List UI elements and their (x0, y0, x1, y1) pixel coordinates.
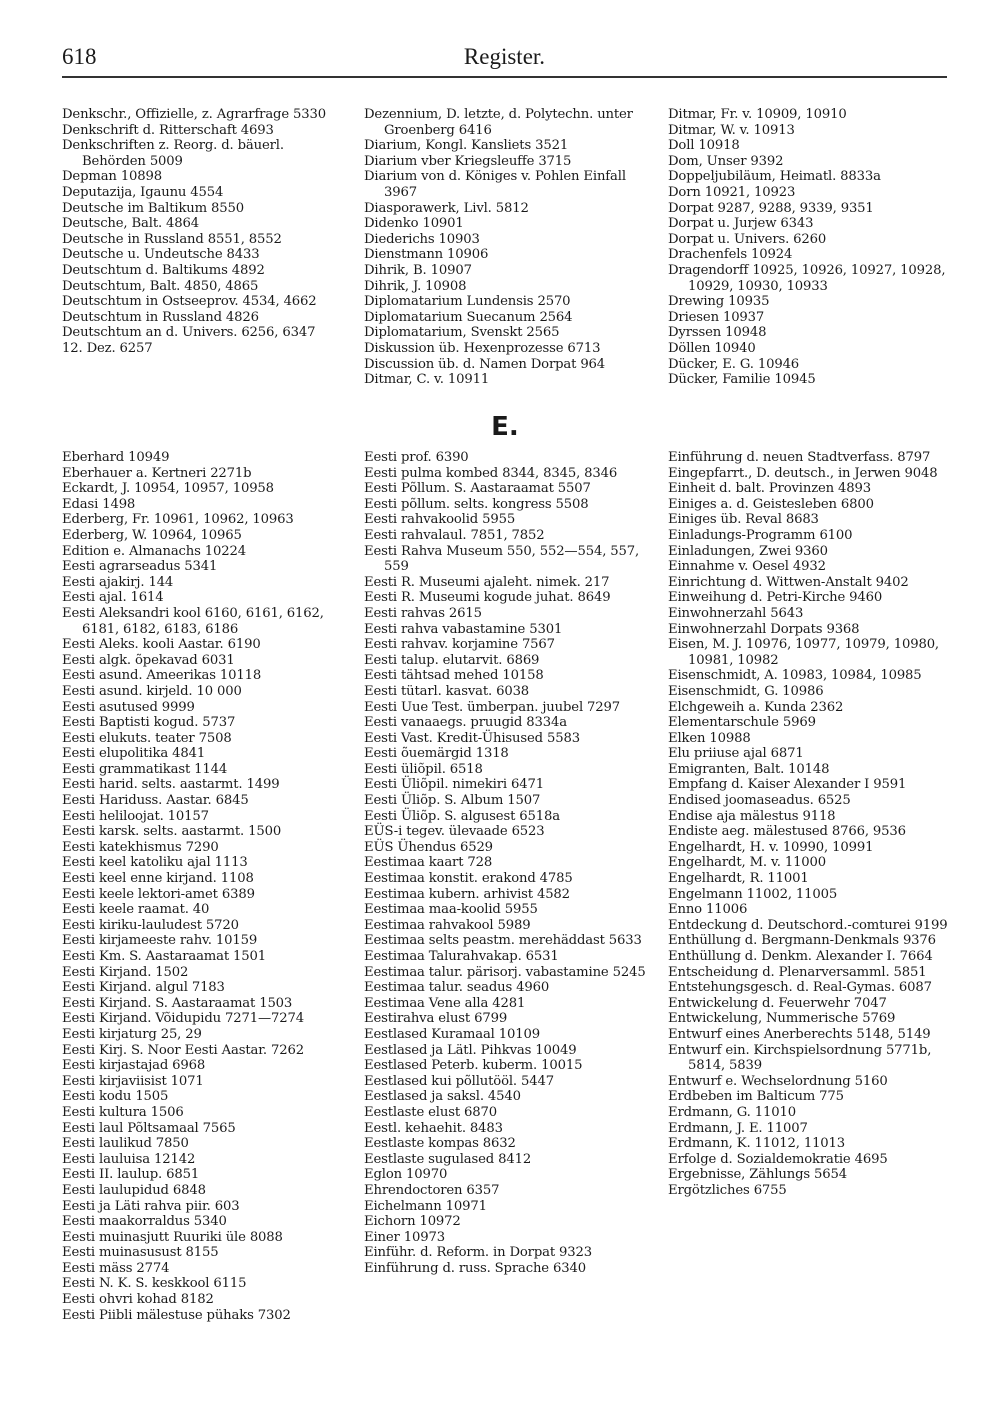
index-entry: Eestimaa Talurahvakap. 6531 (364, 949, 559, 964)
index-entry: Eesti asutused 9999 (62, 699, 195, 715)
index-entry: Erfolge d. Sozialdemokratie 4695 (668, 1151, 888, 1167)
index-entry: Elu priiuse ajal 6871 (668, 746, 804, 762)
index-entry: Emigranten, Balt. 10148 (668, 761, 830, 777)
index-entry: Eesti elukuts. teater 7508 (62, 730, 232, 746)
index-entry: Eestimaa konstit. erakond 4785 (364, 871, 573, 887)
index-entry: Eesti lauluisa 12142 (62, 1151, 196, 1167)
index-entry: Dihrik, B. 10907 (364, 262, 472, 278)
index-entry: Ditmar, Fr. v. 10909, 10910 (668, 107, 847, 122)
index-entry: Diplomatarium Lundensis 2570 (364, 294, 571, 310)
index-column-bottom-3 (668, 450, 950, 1199)
index-entry: Entstehungsgesch. d. Real-Gymas. 6087 (668, 980, 932, 996)
index-entry: Erdmann, K. 11012, 11013 (668, 1136, 846, 1152)
index-entry: Eestlaste kompas 8632 (364, 1136, 516, 1152)
index-entry: Edasi 1498 (62, 496, 136, 512)
index-entry: Deutschtum in Russland 4826 (62, 309, 259, 325)
index-entry: Eesti grammatikast 1144 (62, 761, 228, 777)
index-entry: Eckardt, J. 10954, 10957, 10958 (62, 481, 274, 497)
index-entry: Einwohnerzahl Dorpats 9368 (668, 621, 860, 637)
index-entry: Eesti laulikud 7850 (62, 1136, 189, 1152)
index-entry: Enthüllung d. Bergmann-Denkmals 9376 (668, 933, 936, 949)
index-entry: Eisen, M. J. 10976, 10977, 10979, 10980, 10981, 10982 (668, 637, 939, 668)
index-entry: Eestlased ja saksl. 4540 (364, 1089, 521, 1105)
index-entry: Eesti Vast. Kredit-Ühisused 5583 (364, 730, 580, 746)
index-entry: Eesti tütarl. kasvat. 6038 (364, 683, 530, 699)
index-entry: Eesti pulma kombed 8344, 8345, 8346 (364, 465, 618, 481)
index-entry: Eesti II. laulup. 6851 (62, 1167, 200, 1183)
index-entry: Diasporawerk, Livl. 5812 (364, 200, 529, 216)
index-entry: Entdeckung d. Deutschord.-comturei 9199 (668, 917, 948, 933)
index-entry: Eesti talup. elutarvit. 6869 (364, 652, 540, 668)
index-entry: Eestimaa talur. seadus 4960 (364, 980, 550, 996)
index-entry: Eesti rahva vabastamine 5301 (364, 621, 563, 637)
index-entry: Eesti Km. S. Aastaraamat 1501 (62, 949, 267, 964)
index-entry: Dorpat u. Jurjew 6343 (668, 216, 814, 232)
index-entry: Dorpat u. Univers. 6260 (668, 231, 827, 247)
index-entry: Dücker, E. G. 10946 (668, 356, 800, 372)
index-entry: Engelhardt, H. v. 10990, 10991 (668, 839, 874, 855)
index-entry: Einiges a. d. Geistesleben 6800 (668, 496, 874, 512)
index-entry: Eesti laulupidud 6848 (62, 1182, 206, 1198)
index-entry: Eesti elupolitika 4841 (62, 746, 206, 762)
index-entry: Entwickelung d. Feuerwehr 7047 (668, 995, 887, 1011)
index-entry: Dom, Unser 9392 (668, 153, 784, 169)
index-entry: Eestlased Kuramaal 10109 (364, 1026, 540, 1042)
index-entry: Eesti Põllum. S. Aastaraamat 5507 (364, 481, 591, 497)
index-entry: Depman 10898 (62, 169, 163, 185)
index-entry: Doll 10918 (668, 138, 740, 154)
index-entry: Enthüllung d. Denkm. Alexander I. 7664 (668, 949, 933, 964)
index-entry: Einwohnerzahl 5643 (668, 605, 804, 621)
index-entry: Eesti keele lektori-amet 6389 (62, 886, 255, 902)
index-entry: Eesti Üliõpil. nimekiri 6471 (364, 777, 544, 793)
index-entry: Deputazija, Igaunu 4554 (62, 184, 224, 200)
index-entry: Eesti rahvas 2615 (364, 605, 482, 621)
index-column-bottom-1 (62, 450, 344, 1323)
index-entry: Eesti rahvalaul. 7851, 7852 (364, 527, 545, 543)
index-entry: Einführ. d. Reform. in Dorpat 9323 (364, 1245, 592, 1261)
index-entry: Einnahme v. Oesel 4932 (668, 559, 826, 575)
page-header (62, 44, 947, 80)
index-entry: Eestimaa rahvakool 5989 (364, 917, 531, 933)
index-entry: Einführung d. russ. Sprache 6340 (364, 1260, 586, 1276)
index-entry: Ehrendoctoren 6357 (364, 1182, 500, 1198)
index-entry: Eingepfarrt., D. deutsch., in Jerwen 9048 (668, 465, 938, 481)
index-entry: Einer 10973 (364, 1229, 445, 1245)
index-entry: Eesti asund. kirjeld. 10 000 (62, 683, 242, 699)
page-number: 618 (62, 44, 97, 69)
index-entry: Döllen 10940 (668, 340, 756, 356)
index-entry: Eberhauer a. Kertneri 2271b (62, 465, 252, 481)
index-entry: Endise aja mälestus 9118 (668, 808, 836, 824)
index-entry: Einladungen, Zwei 9360 (668, 543, 828, 559)
index-entry: Diarium von d. Königes v. Pohlen Einfall 3967 (364, 169, 626, 200)
index-entry: Dorn 10921, 10923 (668, 184, 796, 200)
index-entry: Eesti harid. selts. aastarmt. 1499 (62, 777, 280, 793)
index-entry: Eesti Hariduss. Aastar. 6845 (62, 793, 249, 809)
index-entry: Eestimaa maa-koolid 5955 (364, 902, 538, 918)
index-entry: Driesen 10937 (668, 309, 765, 325)
index-entry: Ederberg, Fr. 10961, 10962, 10963 (62, 512, 294, 528)
index-entry: Deutsche, Balt. 4864 (62, 216, 200, 232)
index-entry: Eesti keel enne kirjand. 1108 (62, 871, 254, 887)
running-title: Register. (463, 44, 546, 69)
index-entry: Eesti õuemärgid 1318 (364, 746, 509, 762)
index-entry: Eesti kiriku-lauludest 5720 (62, 917, 239, 933)
index-entry: Eesti kirjameeste rahv. 10159 (62, 933, 258, 949)
index-entry: Eesti muinasusust 8155 (62, 1245, 219, 1261)
index-entry: Eestl. kehaehit. 8483 (364, 1120, 503, 1136)
index-entry: Einladungs-Programm 6100 (668, 527, 853, 543)
index-entry: Diplomatarium, Svenskt 2565 (364, 325, 560, 341)
index-column-top-2 (364, 107, 646, 388)
index-entry: Diskussion üb. Hexenprozesse 6713 (364, 340, 601, 356)
index-entry: Eesti ajakirj. 144 (62, 574, 174, 590)
index-entry: Endiste aeg. mälestused 8766, 9536 (668, 824, 906, 840)
index-entry: Dihrik, J. 10908 (364, 278, 467, 294)
index-entry: Eestlased kui põllutööl. 5447 (364, 1073, 554, 1089)
index-entry: Dragendorff 10925, 10926, 10927, 10928, 10929, 10930, 10933 (668, 262, 946, 294)
index-entry: Eestimaa selts peastm. merehäddast 5633 (364, 933, 642, 949)
index-entry: Eesti R. Museumi kogude juhat. 8649 (364, 590, 611, 606)
index-entry: Engelhardt, R. 11001 (668, 871, 809, 887)
index-entry: Engelhardt, M. v. 11000 (668, 855, 827, 871)
index-entry: Eesti ajal. 1614 (62, 590, 164, 606)
index-entry: Eisenschmidt, G. 10986 (668, 683, 824, 699)
index-entry: EÜS Ühendus 6529 (364, 839, 493, 855)
index-entry: Eesti vanaaegs. pruugid 8334a (364, 715, 567, 731)
index-entry: Eesti R. Museumi ajaleht. nimek. 217 (364, 574, 610, 590)
index-entry: Eesti agrarseadus 5341 (62, 559, 218, 575)
index-entry: Eestimaa talur. pärisorj. vabastamine 5245 (364, 964, 646, 980)
index-entry: Deutschtum in Ostseeprov. 4534, 4662 (62, 294, 317, 310)
index-entry: Eesti laul Põltsamaal 7565 (62, 1120, 236, 1136)
index-entry: Eesti algk. õpekavad 6031 (62, 652, 235, 668)
index-entry: Deutsche im Baltikum 8550 (62, 200, 245, 216)
index-entry: Entwurf e. Wechselordnung 5160 (668, 1073, 888, 1089)
index-entry: Eesti rahvakoolid 5955 (364, 512, 516, 528)
index-entry: Ditmar, C. v. 10911 (364, 372, 490, 388)
index-entry: Eesti Baptisti kogud. 5737 (62, 715, 236, 731)
index-entry: Deutschtum an d. Univers. 6256, 6347 (62, 325, 316, 341)
section-letter-heading: E. (491, 412, 519, 442)
index-column-top-1 (62, 107, 344, 357)
index-entry: Eestlaste sugulased 8412 (364, 1151, 532, 1167)
index-entry: Eesti Uue Test. ümberpan. juubel 7297 (364, 699, 621, 715)
index-entry: Entwurf ein. Kirchspielsordnung 5771b, 5814, 5839 (668, 1042, 932, 1074)
index-entry: Enno 11006 (668, 902, 748, 918)
index-entry: Discussion üb. d. Namen Dorpat 964 (364, 356, 606, 372)
index-entry: Eesti Aleksandri kool 6160, 6161, 6162, 6181, 6182, 6183, 6186 (62, 605, 324, 637)
index-entry: Eestlaste elust 6870 (364, 1104, 497, 1120)
index-entry: Denkschriften z. Reorg. d. bäuerl. Behörden 5009 (62, 138, 284, 169)
index-entry: Eesti asund. Ameerikas 10118 (62, 668, 262, 684)
index-entry: Erdmann, J. E. 11007 (668, 1120, 808, 1136)
index-entry: Eichorn 10972 (364, 1214, 461, 1230)
index-entry: Eestirahva elust 6799 (364, 1011, 508, 1027)
index-entry: Diarium, Kongl. Kansliets 3521 (364, 138, 569, 154)
header-rule (62, 76, 947, 78)
index-entry: Eesti põllum. selts. kongress 5508 (364, 496, 589, 512)
index-entry: Endised joomaseadus. 6525 (668, 793, 851, 809)
index-entry: Eesti karsk. selts. aastarmt. 1500 (62, 824, 282, 840)
index-entry: Eesti heliloojat. 10157 (62, 808, 209, 824)
index-entry: Eglon 10970 (364, 1167, 448, 1183)
index-entry: Erdbeben im Balticum 775 (668, 1089, 844, 1105)
index-entry: Doppeljubiläum, Heimatl. 8833a (668, 169, 881, 185)
index-entry: Eesti rahvav. korjamine 7567 (364, 637, 555, 653)
index-entry: Eesti mäss 2774 (62, 1260, 170, 1276)
index-entry: Diplomatarium Suecanum 2564 (364, 309, 573, 325)
index-entry: Eberhard 10949 (62, 450, 170, 465)
index-entry: Drachenfels 10924 (668, 247, 793, 263)
index-entry: Diederichs 10903 (364, 231, 480, 247)
index-entry: Ergötzliches 6755 (668, 1182, 787, 1198)
index-entry: Ditmar, W. v. 10913 (668, 122, 795, 138)
index-entry: Eestimaa kubern. arhivist 4582 (364, 886, 570, 902)
index-entry: Eesti Üliõp. S. Album 1507 (364, 793, 541, 809)
index-entry: Dücker, Familie 10945 (668, 372, 816, 388)
index-entry: Eesti kultura 1506 (62, 1104, 184, 1120)
index-entry: Eesti Piibli mälestuse pühaks 7302 (62, 1307, 291, 1323)
index-entry: Eesti kodu 1505 (62, 1089, 169, 1105)
index-entry: Einrichtung d. Wittwen-Anstalt 9402 (668, 574, 909, 590)
index-entry: Entscheidung d. Plenarversamml. 5851 (668, 964, 927, 980)
index-entry: Deutsche u. Undeutsche 8433 (62, 247, 260, 263)
index-entry: Eesti Üliõp. S. algusest 6518a (364, 808, 560, 824)
index-entry: Didenko 10901 (364, 216, 464, 232)
index-entry: 12. Dez. 6257 (62, 340, 153, 356)
index-entry: Eesti Rahva Museum 550, 552—554, 557, 559 (364, 543, 640, 575)
index-entry: Denkschrift d. Ritterschaft 4693 (62, 122, 274, 138)
index-entry: Entwickelung, Nummerische 5769 (668, 1011, 896, 1027)
index-entry: Eesti maakorraldus 5340 (62, 1214, 227, 1230)
index-entry: Dienstmann 10906 (364, 247, 489, 263)
index-entry: Elchgeweih a. Kunda 2362 (668, 699, 844, 715)
index-entry: Engelmann 11002, 11005 (668, 886, 838, 902)
index-entry: Diarium vber Kriegsleuffe 3715 (364, 153, 572, 169)
index-entry: Ederberg, W. 10964, 10965 (62, 527, 242, 543)
index-entry: Ergebnisse, Zählungs 5654 (668, 1167, 847, 1183)
index-entry: Eesti tähtsad mehed 10158 (364, 668, 544, 684)
index-entry: Eesti N. K. S. keskkool 6115 (62, 1276, 247, 1292)
index-entry: Erdmann, G. 11010 (668, 1104, 796, 1120)
index-entry: Einheit d. balt. Provinzen 4893 (668, 481, 872, 497)
index-entry: Eesti kirjaviisist 1071 (62, 1073, 204, 1089)
index-entry: Eesti prof. 6390 (364, 450, 469, 465)
index-column-top-3 (668, 107, 950, 388)
index-entry: Elken 10988 (668, 730, 751, 746)
index-entry: Entwurf eines Anerberechts 5148, 5149 (668, 1026, 931, 1042)
index-entry: Eesti keele raamat. 40 (62, 902, 210, 918)
index-entry: Dorpat 9287, 9288, 9339, 9351 (668, 200, 874, 216)
index-entry: Eestlased Peterb. kuberm. 10015 (364, 1058, 583, 1074)
index-column-bottom-2 (364, 450, 646, 1276)
index-entry: Edition e. Almanachs 10224 (62, 543, 246, 559)
index-entry: Dyrssen 10948 (668, 325, 767, 341)
index-entry: Eisenschmidt, A. 10983, 10984, 10985 (668, 668, 922, 684)
index-entry: Eesti ohvri kohad 8182 (62, 1292, 214, 1308)
index-entry: Eestimaa kaart 728 (364, 855, 493, 871)
index-entry: Eesti Kirjand. Võidupidu 7271—7274 (62, 1011, 304, 1027)
index-entry: EÜS-i tegev. ülevaade 6523 (364, 824, 545, 840)
index-entry: Eesti kirjaturg 25, 29 (62, 1026, 202, 1042)
index-entry: Deutschtum, Balt. 4850, 4865 (62, 278, 259, 294)
index-entry: Dezennium, D. letzte, d. Polytechn. unter Groenberg 6416 (364, 107, 633, 138)
index-entry: Eesti katekhismus 7290 (62, 839, 219, 855)
index-entry: Eestlased ja Lätl. Pihkvas 10049 (364, 1042, 577, 1058)
index-entry: Eesti kirjastajad 6968 (62, 1058, 206, 1074)
index-entry: Eesti Kirjand. 1502 (62, 964, 189, 980)
index-entry: Elementarschule 5969 (668, 715, 816, 731)
index-entry: Denkschr., Offizielle, z. Agrarfrage 5330 (62, 107, 326, 122)
index-entry: Eesti ja Läti rahva piir. 603 (62, 1198, 240, 1214)
index-entry: Eesti Aleks. kooli Aastar. 6190 (62, 637, 261, 653)
index-entry: Eesti Kirjand. algul 7183 (62, 980, 225, 996)
index-entry: Eesti keel katoliku ajal 1113 (62, 855, 248, 871)
index-entry: Eesti muinasjutt Ruuriki üle 8088 (62, 1229, 283, 1245)
index-entry: Empfang d. Kaiser Alexander I 9591 (668, 777, 907, 793)
index-entry: Deutschtum d. Baltikums 4892 (62, 262, 265, 278)
index-entry: Eesti Kirjand. S. Aastaraamat 1503 (62, 995, 293, 1011)
index-entry: Eesti üliõpil. 6518 (364, 761, 483, 777)
index-entry: Einiges üb. Reval 8683 (668, 512, 819, 528)
index-entry: Eichelmann 10971 (364, 1198, 487, 1214)
index-entry: Eesti Kirj. S. Noor Eesti Aastar. 7262 (62, 1042, 304, 1058)
index-entry: Drewing 10935 (668, 294, 770, 310)
index-entry: Eestimaa Vene alla 4281 (364, 995, 526, 1011)
index-entry: Einführung d. neuen Stadtverfass. 8797 (668, 450, 931, 465)
index-entry: Deutsche in Russland 8551, 8552 (62, 231, 282, 247)
index-entry: Einweihung d. Petri-Kirche 9460 (668, 590, 883, 606)
